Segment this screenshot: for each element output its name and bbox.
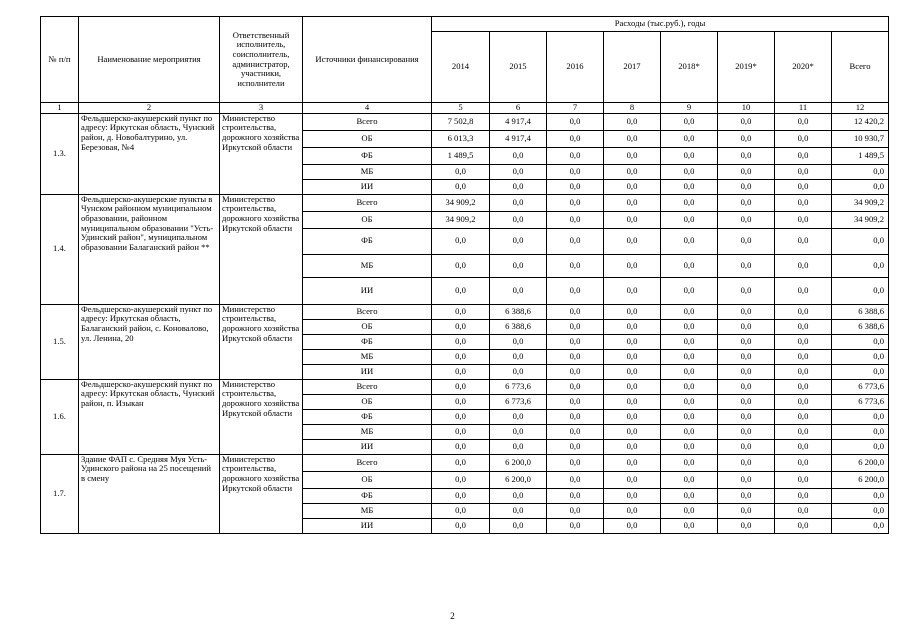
header-responsible: Ответственный исполнитель, соисполнитель, администратор, участники, исполнители	[220, 17, 303, 103]
year-value: 0,0	[661, 228, 718, 254]
expenses-table	[40, 16, 889, 534]
year-value: 0,0	[661, 113, 718, 130]
year-value: 6 200,0	[490, 454, 547, 471]
total-value: 6 773,6	[832, 379, 889, 394]
year-value: 0,0	[661, 488, 718, 503]
year-value: 0,0	[775, 409, 832, 424]
year-value: 0,0	[432, 304, 490, 319]
year-value: 0,0	[661, 147, 718, 164]
year-value: 0,0	[775, 518, 832, 533]
funding-source: ИИ	[303, 277, 432, 304]
year-value: 7 502,8	[432, 113, 490, 130]
year-value: 0,0	[604, 394, 661, 409]
year-value: 0,0	[718, 488, 775, 503]
year-value: 0,0	[661, 304, 718, 319]
year-value: 0,0	[604, 424, 661, 439]
activity-name: Фельдшерско-акушерский пункт по адресу: Иркутская область, Чунский район, п. Изыкан	[79, 379, 220, 454]
funding-source: ФБ	[303, 488, 432, 503]
total-value: 0,0	[832, 488, 889, 503]
total-value: 6 773,6	[832, 394, 889, 409]
year-value: 0,0	[490, 228, 547, 254]
year-value: 0,0	[661, 379, 718, 394]
year-value: 0,0	[490, 488, 547, 503]
header-year: 2018*	[661, 32, 718, 103]
year-value: 0,0	[775, 194, 832, 211]
year-value: 0,0	[432, 424, 490, 439]
funding-source: Всего	[303, 379, 432, 394]
page-number: 2	[450, 611, 455, 621]
header-year: 2017	[604, 32, 661, 103]
year-value: 4 917,4	[490, 130, 547, 147]
year-value: 0,0	[718, 394, 775, 409]
responsible-executor: Министерство строительства, дорожного хозяйства Иркутской области	[220, 379, 303, 454]
year-value: 0,0	[547, 471, 604, 488]
column-index: 2	[79, 103, 220, 114]
year-value: 0,0	[604, 194, 661, 211]
year-value: 0,0	[547, 130, 604, 147]
year-value: 0,0	[718, 424, 775, 439]
funding-source: ФБ	[303, 409, 432, 424]
year-value: 0,0	[604, 349, 661, 364]
year-value: 0,0	[718, 518, 775, 533]
total-value: 0,0	[832, 334, 889, 349]
year-value: 0,0	[432, 409, 490, 424]
year-value: 0,0	[661, 254, 718, 277]
funding-source: ОБ	[303, 394, 432, 409]
year-value: 0,0	[775, 147, 832, 164]
total-value: 0,0	[832, 439, 889, 454]
total-value: 0,0	[832, 179, 889, 194]
year-value: 0,0	[604, 254, 661, 277]
year-value: 0,0	[775, 211, 832, 228]
year-value: 0,0	[490, 334, 547, 349]
funding-source: ОБ	[303, 211, 432, 228]
year-value: 0,0	[432, 277, 490, 304]
year-value: 0,0	[775, 454, 832, 471]
year-value: 0,0	[432, 179, 490, 194]
column-index: 9	[661, 103, 718, 114]
column-index: 1	[41, 103, 79, 114]
year-value: 4 917,4	[490, 113, 547, 130]
year-value: 0,0	[718, 454, 775, 471]
year-value: 0,0	[547, 379, 604, 394]
year-value: 0,0	[661, 194, 718, 211]
funding-source: МБ	[303, 164, 432, 179]
funding-source: МБ	[303, 349, 432, 364]
year-value: 6 013,3	[432, 130, 490, 147]
year-value: 0,0	[604, 304, 661, 319]
year-value: 0,0	[432, 164, 490, 179]
total-value: 0,0	[832, 228, 889, 254]
year-value: 0,0	[775, 471, 832, 488]
year-value: 0,0	[661, 518, 718, 533]
year-value: 0,0	[718, 211, 775, 228]
total-value: 6 388,6	[832, 319, 889, 334]
year-value: 0,0	[661, 334, 718, 349]
year-value: 0,0	[547, 319, 604, 334]
year-value: 0,0	[604, 518, 661, 533]
total-value: 6 200,0	[832, 454, 889, 471]
year-value: 0,0	[432, 228, 490, 254]
year-value: 6 773,6	[490, 379, 547, 394]
year-value: 0,0	[775, 379, 832, 394]
funding-source: Всего	[303, 113, 432, 130]
total-value: 0,0	[832, 254, 889, 277]
year-value: 0,0	[432, 503, 490, 518]
year-value: 0,0	[718, 471, 775, 488]
year-value: 0,0	[547, 488, 604, 503]
year-value: 0,0	[604, 439, 661, 454]
year-value: 0,0	[547, 424, 604, 439]
funding-source: ИИ	[303, 179, 432, 194]
funding-source: ИИ	[303, 364, 432, 379]
funding-source: ФБ	[303, 228, 432, 254]
year-value: 0,0	[490, 277, 547, 304]
table-body	[41, 113, 889, 533]
year-value: 0,0	[547, 113, 604, 130]
header-year: 2015	[490, 32, 547, 103]
year-value: 0,0	[604, 228, 661, 254]
year-value: 0,0	[432, 254, 490, 277]
year-value: 0,0	[432, 488, 490, 503]
year-value: 0,0	[490, 439, 547, 454]
year-value: 0,0	[661, 277, 718, 304]
year-value: 0,0	[661, 164, 718, 179]
table-row	[41, 194, 889, 211]
year-value: 0,0	[432, 518, 490, 533]
funding-source: ИИ	[303, 439, 432, 454]
funding-source: ИИ	[303, 518, 432, 533]
year-value: 0,0	[775, 254, 832, 277]
year-value: 0,0	[718, 334, 775, 349]
year-value: 0,0	[604, 454, 661, 471]
year-value: 0,0	[547, 179, 604, 194]
header-sources: Источники финансирования	[303, 17, 432, 103]
year-value: 0,0	[547, 409, 604, 424]
year-value: 0,0	[604, 334, 661, 349]
table-row	[41, 454, 889, 471]
year-value: 0,0	[661, 503, 718, 518]
total-value: 0,0	[832, 349, 889, 364]
funding-source: МБ	[303, 424, 432, 439]
year-value: 0,0	[604, 164, 661, 179]
header-year: 2016	[547, 32, 604, 103]
year-value: 0,0	[547, 304, 604, 319]
year-value: 0,0	[547, 394, 604, 409]
year-value: 0,0	[604, 147, 661, 164]
year-value: 0,0	[604, 503, 661, 518]
year-value: 0,0	[718, 409, 775, 424]
funding-source: ОБ	[303, 130, 432, 147]
year-value: 0,0	[547, 194, 604, 211]
year-value: 0,0	[547, 454, 604, 471]
year-value: 0,0	[775, 439, 832, 454]
year-value: 0,0	[490, 147, 547, 164]
year-value: 0,0	[661, 179, 718, 194]
total-value: 6 388,6	[832, 304, 889, 319]
year-value: 0,0	[490, 164, 547, 179]
total-value: 6 200,0	[832, 471, 889, 488]
year-value: 0,0	[775, 503, 832, 518]
total-value: 10 930,7	[832, 130, 889, 147]
total-value: 0,0	[832, 424, 889, 439]
year-value: 0,0	[661, 471, 718, 488]
year-value: 0,0	[490, 211, 547, 228]
column-index: 7	[547, 103, 604, 114]
column-index: 6	[490, 103, 547, 114]
row-number: 1.4.	[41, 194, 79, 304]
year-value: 6 200,0	[490, 471, 547, 488]
total-value: 12 420,2	[832, 113, 889, 130]
year-value: 0,0	[490, 503, 547, 518]
header-year: 2019*	[718, 32, 775, 103]
year-value: 0,0	[604, 409, 661, 424]
year-value: 0,0	[547, 334, 604, 349]
year-value: 0,0	[547, 228, 604, 254]
year-value: 0,0	[547, 147, 604, 164]
year-value: 0,0	[718, 439, 775, 454]
year-value: 0,0	[604, 488, 661, 503]
funding-source: Всего	[303, 304, 432, 319]
column-index: 11	[775, 103, 832, 114]
year-value: 0,0	[775, 277, 832, 304]
year-value: 0,0	[775, 113, 832, 130]
year-value: 0,0	[661, 364, 718, 379]
year-value: 0,0	[661, 349, 718, 364]
total-value: 34 909,2	[832, 211, 889, 228]
year-value: 0,0	[661, 424, 718, 439]
year-value: 0,0	[718, 179, 775, 194]
year-value: 0,0	[490, 409, 547, 424]
row-number: 1.3.	[41, 113, 79, 194]
funding-source: Всего	[303, 454, 432, 471]
year-value: 0,0	[547, 349, 604, 364]
year-value: 6 388,6	[490, 304, 547, 319]
funding-source: ФБ	[303, 334, 432, 349]
total-value: 0,0	[832, 409, 889, 424]
column-index: 10	[718, 103, 775, 114]
year-value: 0,0	[432, 439, 490, 454]
responsible-executor: Министерство строительства, дорожного хозяйства Иркутской области	[220, 194, 303, 304]
year-value: 0,0	[432, 349, 490, 364]
year-value: 0,0	[718, 304, 775, 319]
year-value: 0,0	[547, 277, 604, 304]
year-value: 0,0	[775, 130, 832, 147]
table-row	[41, 379, 889, 394]
table-row	[41, 304, 889, 319]
year-value: 0,0	[432, 364, 490, 379]
year-value: 0,0	[718, 379, 775, 394]
year-value: 0,0	[718, 130, 775, 147]
header-expenses: Расходы (тыс.руб.), годы	[432, 17, 889, 32]
year-value: 0,0	[775, 228, 832, 254]
header-year: 2014	[432, 32, 490, 103]
year-value: 0,0	[775, 304, 832, 319]
column-index: 8	[604, 103, 661, 114]
total-value: 0,0	[832, 364, 889, 379]
year-value: 0,0	[547, 364, 604, 379]
year-value: 0,0	[547, 518, 604, 533]
year-value: 0,0	[547, 439, 604, 454]
year-value: 0,0	[547, 164, 604, 179]
header-year: 2020*	[775, 32, 832, 103]
year-value: 34 909,2	[432, 211, 490, 228]
year-value: 0,0	[604, 379, 661, 394]
year-value: 0,0	[775, 319, 832, 334]
year-value: 0,0	[432, 334, 490, 349]
year-value: 0,0	[432, 454, 490, 471]
column-index: 5	[432, 103, 490, 114]
header-name: Наименование мероприятия	[79, 17, 220, 103]
year-value: 0,0	[661, 394, 718, 409]
row-number: 1.7.	[41, 454, 79, 533]
responsible-executor: Министерство строительства, дорожного хозяйства Иркутской области	[220, 113, 303, 194]
year-value: 0,0	[661, 130, 718, 147]
year-value: 0,0	[718, 228, 775, 254]
total-value: 0,0	[832, 277, 889, 304]
year-value: 0,0	[490, 424, 547, 439]
year-value: 6 388,6	[490, 319, 547, 334]
total-value: 0,0	[832, 518, 889, 533]
year-value: 0,0	[490, 349, 547, 364]
total-value: 34 909,2	[832, 194, 889, 211]
year-value: 34 909,2	[432, 194, 490, 211]
row-number: 1.5.	[41, 304, 79, 379]
funding-source: МБ	[303, 254, 432, 277]
year-value: 0,0	[490, 364, 547, 379]
total-value: 0,0	[832, 503, 889, 518]
year-value: 0,0	[604, 211, 661, 228]
table-row	[41, 113, 889, 130]
year-value: 0,0	[718, 364, 775, 379]
funding-source: Всего	[303, 194, 432, 211]
funding-source: ОБ	[303, 471, 432, 488]
year-value: 0,0	[661, 211, 718, 228]
year-value: 0,0	[718, 194, 775, 211]
column-index: 3	[220, 103, 303, 114]
year-value: 0,0	[718, 164, 775, 179]
year-value: 0,0	[604, 179, 661, 194]
year-value: 0,0	[718, 503, 775, 518]
funding-source: ОБ	[303, 319, 432, 334]
year-value: 0,0	[718, 254, 775, 277]
year-value: 0,0	[775, 334, 832, 349]
funding-source: МБ	[303, 503, 432, 518]
activity-name: Фельдшерско-акушерские пункты в Чунском районном муниципальном образовании, районном муниципальном образовании "Усть-Удинский район", муниципальном образовании Балаганский район **	[79, 194, 220, 304]
total-value: 1 489,5	[832, 147, 889, 164]
year-value: 0,0	[604, 113, 661, 130]
activity-name: Фельдшерско-акушерский пункт по адресу: Иркутская область, Чунский район, д. Новобалтурино, ул. Березовая, №4	[79, 113, 220, 194]
year-value: 0,0	[775, 349, 832, 364]
activity-name: Здание ФАП с. Средняя Муя Усть-Удинского района на 25 посещений в смену	[79, 454, 220, 533]
year-value: 0,0	[661, 319, 718, 334]
column-index-row	[41, 103, 889, 114]
year-value: 1 489,5	[432, 147, 490, 164]
year-value: 0,0	[661, 454, 718, 471]
responsible-executor: Министерство строительства, дорожного хозяйства Иркутской области	[220, 304, 303, 379]
year-value: 0,0	[604, 277, 661, 304]
year-value: 0,0	[604, 471, 661, 488]
year-value: 0,0	[547, 503, 604, 518]
year-value: 0,0	[718, 319, 775, 334]
year-value: 0,0	[661, 409, 718, 424]
year-value: 0,0	[490, 254, 547, 277]
activity-name: Фельдшерско-акушерский пункт по адресу: Иркутская область, Балаганский район, с. Коновалово, ул. Ленина, 20	[79, 304, 220, 379]
year-value: 0,0	[490, 518, 547, 533]
year-value: 0,0	[775, 164, 832, 179]
year-value: 0,0	[432, 471, 490, 488]
year-value: 0,0	[604, 130, 661, 147]
year-value: 0,0	[718, 349, 775, 364]
year-value: 0,0	[547, 254, 604, 277]
year-value: 0,0	[490, 194, 547, 211]
year-value: 0,0	[775, 394, 832, 409]
year-value: 0,0	[432, 319, 490, 334]
year-value: 0,0	[718, 113, 775, 130]
year-value: 0,0	[432, 394, 490, 409]
year-value: 0,0	[718, 147, 775, 164]
column-index: 12	[832, 103, 889, 114]
total-value: 0,0	[832, 164, 889, 179]
year-value: 0,0	[604, 364, 661, 379]
header-total: Всего	[832, 32, 889, 103]
year-value: 0,0	[547, 211, 604, 228]
header-num: № п/п	[41, 17, 79, 103]
year-value: 0,0	[604, 319, 661, 334]
year-value: 0,0	[661, 439, 718, 454]
year-value: 0,0	[718, 277, 775, 304]
row-number: 1.6.	[41, 379, 79, 454]
year-value: 0,0	[775, 424, 832, 439]
year-value: 0,0	[490, 179, 547, 194]
year-value: 0,0	[775, 179, 832, 194]
funding-source: ФБ	[303, 147, 432, 164]
year-value: 6 773,6	[490, 394, 547, 409]
year-value: 0,0	[432, 379, 490, 394]
year-value: 0,0	[775, 488, 832, 503]
responsible-executor: Министерство строительства, дорожного хозяйства Иркутской области	[220, 454, 303, 533]
year-value: 0,0	[775, 364, 832, 379]
column-index: 4	[303, 103, 432, 114]
